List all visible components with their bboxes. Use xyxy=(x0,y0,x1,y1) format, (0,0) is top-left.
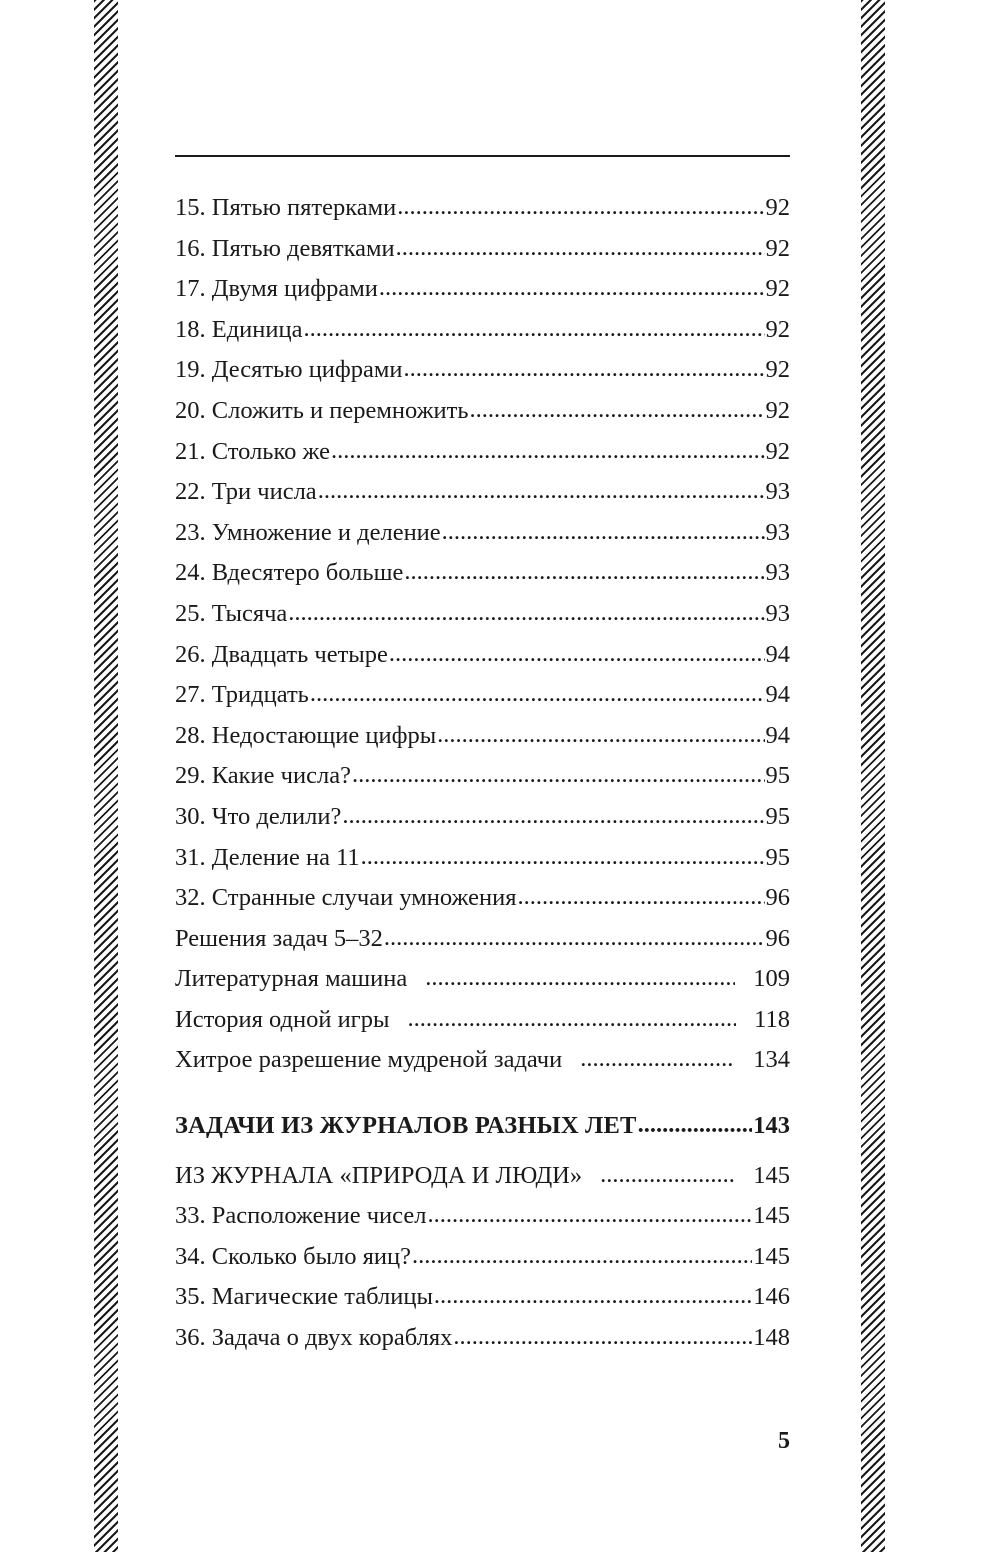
dot-leader xyxy=(331,431,765,472)
dot-leader xyxy=(310,674,765,715)
toc-entry-title: 31. Деление на 11 xyxy=(175,843,360,871)
toc-entry-title: 23. Умножение и деление xyxy=(175,518,441,546)
dot-leader xyxy=(412,1236,752,1277)
toc-section-title: ЗАДАЧИ ИЗ ЖУРНАЛОВ РАЗНЫХ ЛЕТ xyxy=(175,1112,637,1140)
toc-entry-page: 93 xyxy=(765,599,790,627)
toc-entry-title: 33. Расположение чисел xyxy=(175,1202,427,1230)
dot-leader xyxy=(379,268,765,309)
dot-leader xyxy=(397,187,764,228)
toc-entry[interactable] xyxy=(175,878,790,919)
toc-entry-title: 18. Единица xyxy=(175,315,303,343)
toc-entry-page: 94 xyxy=(765,640,790,668)
dot-leader xyxy=(396,228,765,269)
toc-entry[interactable] xyxy=(175,1040,790,1081)
decorative-border-left xyxy=(94,0,118,1552)
dot-leader xyxy=(600,1155,735,1196)
toc-section-heading[interactable] xyxy=(175,1106,790,1147)
toc-entry-title: 21. Столько же xyxy=(175,437,330,465)
dot-leader xyxy=(470,390,765,431)
toc-entry[interactable] xyxy=(175,635,790,676)
decorative-border-right xyxy=(861,0,885,1552)
dot-leader xyxy=(638,1105,753,1146)
toc-entry[interactable] xyxy=(175,838,790,879)
dot-leader xyxy=(518,877,765,918)
toc-entry[interactable] xyxy=(175,553,790,594)
toc-entry-title: 36. Задача о двух кораблях xyxy=(175,1324,453,1352)
toc-entry-title: 34. Сколько было яиц? xyxy=(175,1242,412,1270)
toc-entry-title: 17. Двумя цифрами xyxy=(175,275,378,303)
toc-entry[interactable] xyxy=(175,1237,790,1278)
toc-entry-page: 148 xyxy=(753,1324,790,1352)
toc-entry-title: 25. Тысяча xyxy=(175,599,288,627)
toc-entry-page: 92 xyxy=(765,234,790,262)
toc-entry-title: 30. Что делили? xyxy=(175,802,342,830)
toc-entry-page: 92 xyxy=(765,315,790,343)
dot-leader xyxy=(442,512,765,553)
toc-entry-page: 95 xyxy=(765,762,790,790)
toc-entry[interactable] xyxy=(175,797,790,838)
toc-entry-title: 28. Недостающие цифры xyxy=(175,721,437,749)
dot-leader xyxy=(437,715,764,756)
toc-entry-page: 95 xyxy=(765,802,790,830)
toc-entry[interactable] xyxy=(175,716,790,757)
toc-entry-page: 118 xyxy=(754,1005,790,1033)
toc-entry[interactable] xyxy=(175,1277,790,1318)
toc-entry-page: 95 xyxy=(765,843,790,871)
toc-entry-title: Хитрое разрешение мудреной задачи xyxy=(175,1046,563,1074)
dot-leader xyxy=(425,958,735,999)
dot-leader xyxy=(361,837,765,878)
toc-entry[interactable] xyxy=(175,269,790,310)
toc-entry[interactable] xyxy=(175,594,790,635)
toc-entry-page: 93 xyxy=(765,518,790,546)
dot-leader xyxy=(453,1317,752,1358)
toc-entry[interactable] xyxy=(175,432,790,473)
toc-entry-title: 24. Вдесятеро больше xyxy=(175,559,404,587)
toc-entry-page: 92 xyxy=(765,437,790,465)
toc-entry-page: 92 xyxy=(765,396,790,424)
toc-section-page: 143 xyxy=(753,1112,790,1140)
toc-entry-title: 32. Странные случаи умножения xyxy=(175,884,517,912)
top-rule xyxy=(175,155,790,157)
toc-entry[interactable] xyxy=(175,959,790,1000)
toc-entry-title: 27. Тридцать xyxy=(175,681,309,709)
toc-entry-page: 92 xyxy=(765,356,790,384)
toc-entry[interactable] xyxy=(175,1196,790,1237)
toc-entry-page: 96 xyxy=(765,924,790,952)
dot-leader xyxy=(288,593,764,634)
toc-entry-title: История одной игры xyxy=(175,1005,390,1033)
table-of-contents xyxy=(175,188,790,1359)
toc-entry-title: 15. Пятью пятерками xyxy=(175,194,397,221)
dot-leader xyxy=(304,309,765,350)
dot-leader xyxy=(407,999,736,1040)
dot-leader xyxy=(318,471,765,512)
toc-entry-page: 145 xyxy=(753,1242,790,1270)
toc-entry-title: 29. Какие числа? xyxy=(175,762,351,790)
page-number: 5 xyxy=(778,1428,790,1454)
toc-entry-page: 92 xyxy=(765,275,790,303)
toc-entry-page: 146 xyxy=(753,1283,790,1311)
toc-entry[interactable] xyxy=(175,675,790,716)
dot-leader xyxy=(404,349,765,390)
toc-entry[interactable] xyxy=(175,229,790,270)
toc-entry[interactable] xyxy=(175,391,790,432)
dot-leader xyxy=(352,755,765,796)
toc-entry[interactable] xyxy=(175,188,790,229)
toc-entry-page: 96 xyxy=(765,884,790,912)
dot-leader xyxy=(580,1039,735,1080)
toc-entry[interactable] xyxy=(175,1156,790,1197)
toc-entry-page: 145 xyxy=(753,1161,790,1189)
toc-entry[interactable] xyxy=(175,756,790,797)
toc-entry-page: 109 xyxy=(753,965,790,993)
toc-entry-page: 93 xyxy=(765,478,790,506)
toc-entry-page: 134 xyxy=(753,1046,790,1074)
toc-entry-title: 22. Три числа xyxy=(175,478,317,506)
toc-entry-page: 94 xyxy=(765,681,790,709)
toc-entry[interactable] xyxy=(175,350,790,391)
toc-entry-title: 16. Пятью девятками xyxy=(175,234,395,262)
toc-entry[interactable] xyxy=(175,472,790,513)
toc-entry-title: 26. Двадцать четыре xyxy=(175,640,388,668)
toc-entry-page: 92 xyxy=(765,194,790,221)
toc-entry-page: 145 xyxy=(753,1202,790,1230)
toc-entry[interactable] xyxy=(175,919,790,960)
toc-entry-page: 93 xyxy=(765,559,790,587)
dot-leader xyxy=(389,634,765,675)
toc-entry[interactable] xyxy=(175,310,790,351)
toc-entry-title: ИЗ ЖУРНАЛА «ПРИРОДА И ЛЮДИ» xyxy=(175,1161,583,1189)
toc-entry[interactable] xyxy=(175,1000,790,1041)
toc-entry-title: Решения задач 5–32 xyxy=(175,924,383,952)
dot-leader xyxy=(434,1276,752,1317)
toc-entry-title: 19. Десятью цифрами xyxy=(175,356,403,384)
dot-leader xyxy=(342,796,764,837)
toc-entry-title: Литературная машина xyxy=(175,965,408,993)
toc-entry-title: 20. Сложить и перемножить xyxy=(175,396,469,424)
toc-entry-page: 94 xyxy=(765,721,790,749)
dot-leader xyxy=(384,918,765,959)
toc-entry[interactable] xyxy=(175,1318,790,1359)
toc-entry[interactable] xyxy=(175,513,790,554)
toc-entry-title: 35. Магические таблицы xyxy=(175,1283,433,1311)
dot-leader xyxy=(427,1195,752,1236)
dot-leader xyxy=(404,552,764,593)
